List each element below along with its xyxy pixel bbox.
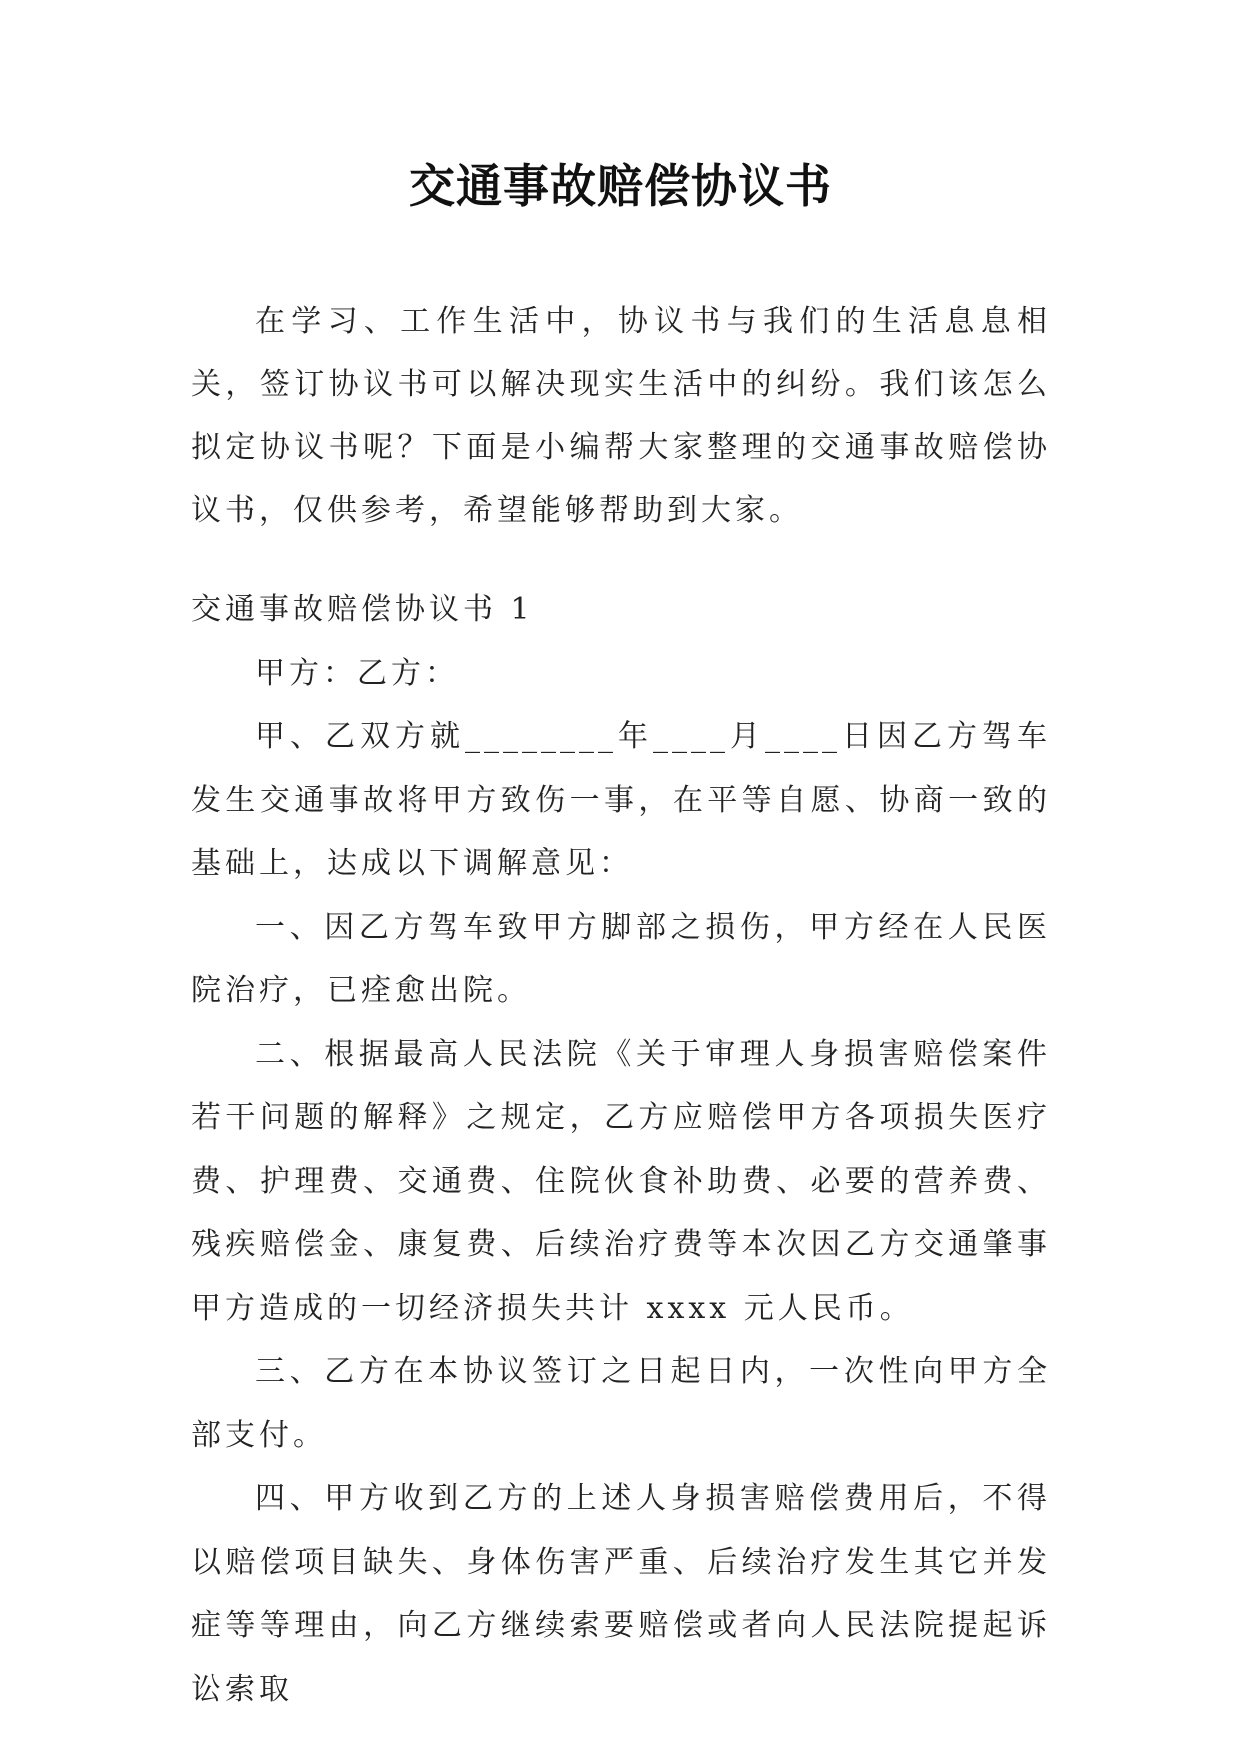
- clause-two: 二、根据最高人民法院《关于审理人身损害赔偿案件若干问题的解释》之规定，乙方应赔偿甲方各项损失医疗费、护理费、交通费、住院伙食补助费、必要的营养费、残疾赔偿金、康复费、后续治疗费等本次因乙方交通肇事甲方造成的一切经济损失共计 xxxx 元人民币。: [191, 1036, 1051, 1326]
- agreement-paragraph: 甲、乙双方就________年____月____日因乙方驾车发生交通事故将甲方致伤一事，在平等自愿、协商一致的基础上，达成以下调解意见：: [191, 719, 1051, 881]
- clause-four: 四、甲方收到乙方的上述人身损害赔偿费用后，不得以赔偿项目缺失、身体伤害严重、后续治疗发生其它并发症等等理由，向乙方继续索要赔偿或者向人民法院提起诉讼索取: [191, 1481, 1051, 1707]
- intro-paragraph: 在学习、工作生活中，协议书与我们的生活息息相关，签订协议书可以解决现实生活中的纠纷。我们该怎么拟定协议书呢？下面是小编帮大家整理的交通事故赔偿协议书，仅供参考，希望能够帮助到大家。: [191, 304, 1051, 528]
- clause-one: 一、因乙方驾车致甲方脚部之损伤，甲方经在人民医院治疗，已痊愈出院。: [191, 909, 1051, 1008]
- document-title: 交通事故赔偿协议书: [409, 159, 832, 213]
- clause-three: 三、乙方在本协议签订之日起日内，一次性向甲方全部支付。: [191, 1354, 1051, 1453]
- agreement-section: [191, 578, 1051, 1721]
- section-heading: 交通事故赔偿协议书 1: [191, 592, 534, 627]
- intro-block: [191, 290, 1051, 542]
- parties-line: 甲方：乙方：: [255, 655, 459, 691]
